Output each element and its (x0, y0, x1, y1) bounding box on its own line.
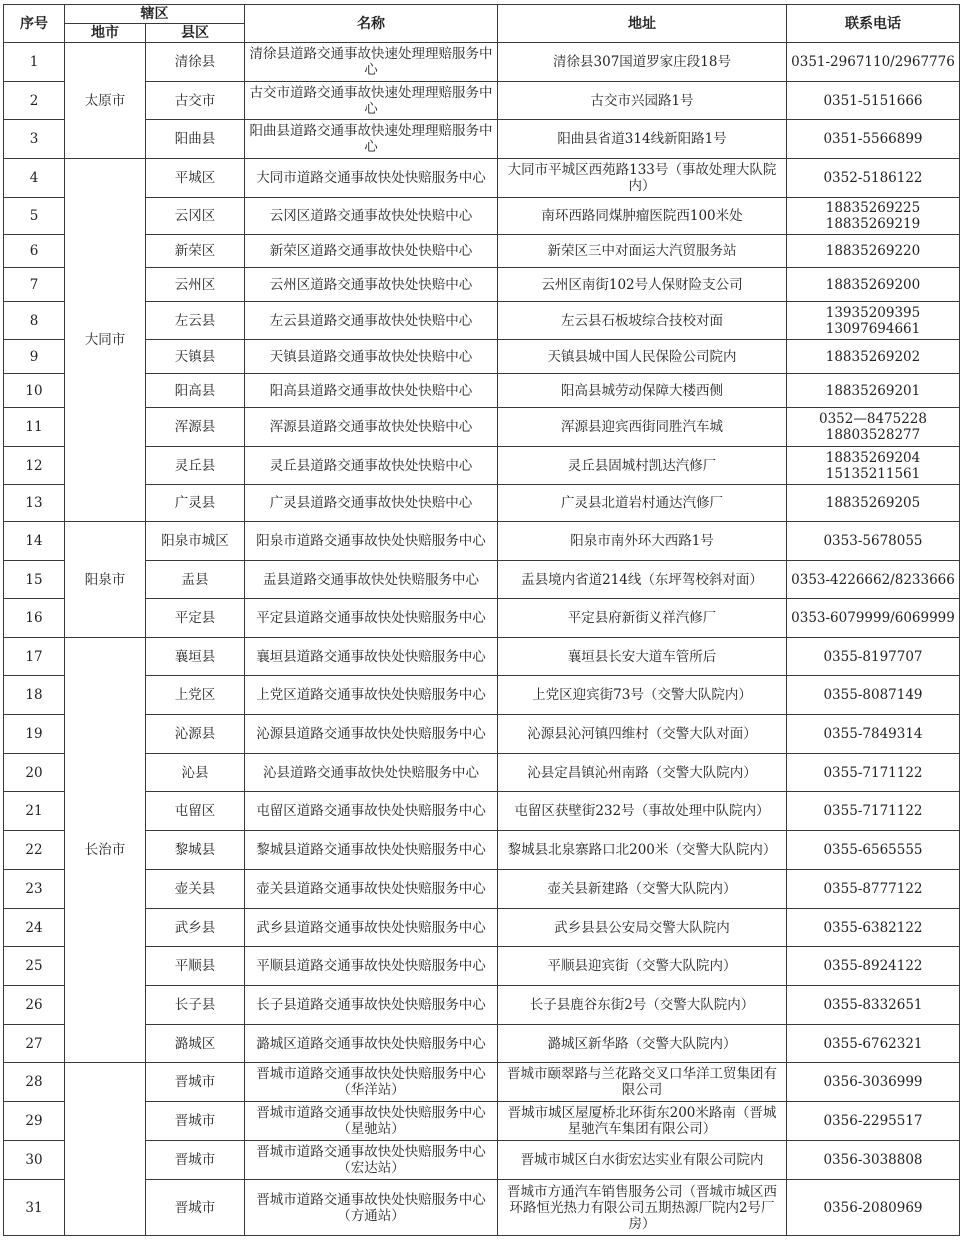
phone-cell: 0356-3038808 (787, 1141, 960, 1180)
phone-cell: 18835269202 (787, 340, 960, 374)
center-name-cell: 云冈区道路交通事故快处快赔中心 (245, 198, 498, 235)
row-number: 30 (4, 1141, 65, 1180)
phone-cell: 18835269205 (787, 485, 960, 522)
phone-cell: 0355-7171122 (787, 754, 960, 792)
phone-cell: 0355-6565555 (787, 831, 960, 870)
table-row (4, 561, 960, 599)
table-row (4, 1102, 960, 1141)
center-name-cell: 沁源县道路交通事故快处快赔服务中心 (245, 715, 498, 754)
center-name-cell: 上党区道路交通事故快处快赔服务中心 (245, 676, 498, 715)
county-cell: 天镇县 (146, 340, 245, 374)
address-cell: 阳高县城劳动保障大楼西侧 (498, 374, 787, 408)
address-cell: 南环西路同煤肿瘤医院西100米处 (498, 198, 787, 235)
table-row (4, 870, 960, 909)
row-number: 26 (4, 986, 65, 1025)
table-row (4, 947, 960, 986)
address-cell: 盂县境内省道214线（东坪驾校斜对面） (498, 561, 787, 599)
center-name-cell: 平定县道路交通事故快处快赔服务中心 (245, 599, 498, 638)
center-name-cell: 平顺县道路交通事故快处快赔服务中心 (245, 947, 498, 986)
address-cell: 黎城县北泉寨路口北200米（交警大队院内） (498, 831, 787, 870)
county-cell: 古交市 (146, 82, 245, 120)
table-row (4, 374, 960, 408)
center-name-cell: 晋城市道路交通事故快处快赔服务中心（星驰站） (245, 1102, 498, 1141)
table-row (4, 638, 960, 676)
phone-cell: 0355-8197707 (787, 638, 960, 676)
county-cell: 云州区 (146, 268, 245, 302)
address-cell: 武乡县县公安局交警大队院内 (498, 909, 787, 947)
row-number: 8 (4, 302, 65, 340)
table-row (4, 831, 960, 870)
address-cell: 上党区迎宾街73号（交警大队院内） (498, 676, 787, 715)
phone-cell: 0355-6382122 (787, 909, 960, 947)
phone-cell: 0356-2080969 (787, 1180, 960, 1236)
county-cell: 平顺县 (146, 947, 245, 986)
center-name-cell: 晋城市道路交通事故快处快赔服务中心（宏达站） (245, 1141, 498, 1180)
header-jurisdiction: 辖区 (65, 5, 245, 24)
center-name-cell: 武乡县道路交通事故快处快赔服务中心 (245, 909, 498, 947)
county-cell: 阳曲县 (146, 120, 245, 159)
address-cell: 屯留区获壁街232号（事故处理中队院内） (498, 792, 787, 831)
table-row (4, 676, 960, 715)
phone-cell: 18835269220 (787, 235, 960, 268)
county-cell: 盂县 (146, 561, 245, 599)
address-cell: 广灵县北道岩村通达汽修厂 (498, 485, 787, 522)
phone-cell: 0355-7849314 (787, 715, 960, 754)
county-cell: 平定县 (146, 599, 245, 638)
phone-cell: 0353-4226662/8233666 (787, 561, 960, 599)
row-number: 14 (4, 522, 65, 561)
phone-cell: 0356-2295517 (787, 1102, 960, 1141)
row-number: 9 (4, 340, 65, 374)
county-cell: 新荣区 (146, 235, 245, 268)
center-name-cell: 广灵县道路交通事故快处快赔中心 (245, 485, 498, 522)
center-name-cell: 浑源县道路交通事故快处快赔中心 (245, 408, 498, 447)
city-cell: 太原市 (65, 43, 146, 159)
center-name-cell: 晋城市道路交通事故快处快赔服务中心（华洋站） (245, 1063, 498, 1102)
center-name-cell: 沁县道路交通事故快处快赔服务中心 (245, 754, 498, 792)
address-cell: 晋城市颐翠路与兰花路交叉口华洋工贸集团有限公司 (498, 1063, 787, 1102)
address-cell: 平顺县迎宾街（交警大队院内） (498, 947, 787, 986)
county-cell: 晋城市 (146, 1063, 245, 1102)
row-number: 17 (4, 638, 65, 676)
address-cell: 古交市兴园路1号 (498, 82, 787, 120)
table-row (4, 82, 960, 120)
table-row (4, 485, 960, 522)
county-cell: 晋城市 (146, 1102, 245, 1141)
table-row (4, 715, 960, 754)
center-name-cell: 盂县道路交通事故快处快赔服务中心 (245, 561, 498, 599)
phone-cell: 0352—8475228 18803528277 (787, 408, 960, 447)
county-cell: 武乡县 (146, 909, 245, 947)
row-number: 2 (4, 82, 65, 120)
center-name-cell: 清徐县道路交通事故快速处理理赔服务中心 (245, 43, 498, 82)
row-number: 3 (4, 120, 65, 159)
center-name-cell: 灵丘县道路交通事故快处快赔中心 (245, 447, 498, 485)
county-cell: 屯留区 (146, 792, 245, 831)
row-number: 22 (4, 831, 65, 870)
table-row (4, 447, 960, 485)
center-name-cell: 古交市道路交通事故快速处理理赔服务中心 (245, 82, 498, 120)
address-cell: 潞城区新华路（交警大队院内） (498, 1025, 787, 1063)
address-cell: 左云县石板坡综合技校对面 (498, 302, 787, 340)
center-name-cell: 晋城市道路交通事故快处快赔服务中心（方通站） (245, 1180, 498, 1236)
phone-cell: 0351-2967110/2967776 (787, 43, 960, 82)
phone-cell: 0355-7171122 (787, 792, 960, 831)
address-cell: 晋城市城区屋厦桥北环街东200米路南（晋城星驰汽车集团有限公司） (498, 1102, 787, 1141)
center-name-cell: 左云县道路交通事故快处快赔中心 (245, 302, 498, 340)
row-number: 5 (4, 198, 65, 235)
county-cell: 清徐县 (146, 43, 245, 82)
address-cell: 云州区南街102号人保财险支公司 (498, 268, 787, 302)
center-name-cell: 长子县道路交通事故快处快赔服务中心 (245, 986, 498, 1025)
address-cell: 晋城市城区白水街宏达实业有限公司院内 (498, 1141, 787, 1180)
county-cell: 广灵县 (146, 485, 245, 522)
table-row (4, 1180, 960, 1236)
center-name-cell: 襄垣县道路交通事故快处快赔服务中心 (245, 638, 498, 676)
address-cell: 沁县定昌镇沁州南路（交警大队院内） (498, 754, 787, 792)
row-number: 12 (4, 447, 65, 485)
center-name-cell: 新荣区道路交通事故快处快赔中心 (245, 235, 498, 268)
address-cell: 平定县府新街义祥汽修厂 (498, 599, 787, 638)
county-cell: 晋城市 (146, 1180, 245, 1236)
center-name-cell: 壶关县道路交通事故快处快赔服务中心 (245, 870, 498, 909)
address-cell: 襄垣县长安大道车管所后 (498, 638, 787, 676)
county-cell: 阳泉市城区 (146, 522, 245, 561)
row-number: 23 (4, 870, 65, 909)
address-cell: 壶关县新建路（交警大队院内） (498, 870, 787, 909)
row-number: 24 (4, 909, 65, 947)
county-cell: 沁源县 (146, 715, 245, 754)
row-number: 1 (4, 43, 65, 82)
row-number: 11 (4, 408, 65, 447)
address-cell: 长子县鹿谷东街2号（交警大队院内） (498, 986, 787, 1025)
header-phone: 联系电话 (787, 5, 960, 43)
address-cell: 灵丘县固城村凯达汽修厂 (498, 447, 787, 485)
row-number: 31 (4, 1180, 65, 1236)
phone-cell: 18835269200 (787, 268, 960, 302)
row-number: 27 (4, 1025, 65, 1063)
phone-cell: 0351-5151666 (787, 82, 960, 120)
center-name-cell: 阳高县道路交通事故快处快赔中心 (245, 374, 498, 408)
county-cell: 壶关县 (146, 870, 245, 909)
address-cell: 晋城市方通汽车销售服务公司（晋城市城区西环路恒光热力有限公司五期热源厂院内2号厂房） (498, 1180, 787, 1236)
county-cell: 沁县 (146, 754, 245, 792)
table-row (4, 792, 960, 831)
county-cell: 晋城市 (146, 1141, 245, 1180)
table-row (4, 522, 960, 561)
table-row (4, 754, 960, 792)
phone-cell: 18835269204 15135211561 (787, 447, 960, 485)
county-cell: 黎城县 (146, 831, 245, 870)
address-cell: 浑源县迎宾西街同胜汽车城 (498, 408, 787, 447)
row-number: 19 (4, 715, 65, 754)
service-center-table (3, 4, 960, 1236)
row-number: 29 (4, 1102, 65, 1141)
row-number: 4 (4, 159, 65, 198)
table-row (4, 909, 960, 947)
row-number: 21 (4, 792, 65, 831)
table-row (4, 1141, 960, 1180)
table-row (4, 1063, 960, 1102)
header-address: 地址 (498, 5, 787, 43)
phone-cell: 0353-6079999/6069999 (787, 599, 960, 638)
table-row (4, 986, 960, 1025)
header-name: 名称 (245, 5, 498, 43)
phone-cell: 0355-8777122 (787, 870, 960, 909)
row-number: 16 (4, 599, 65, 638)
phone-cell: 0353-5678055 (787, 522, 960, 561)
county-cell: 襄垣县 (146, 638, 245, 676)
row-number: 28 (4, 1063, 65, 1102)
county-cell: 上党区 (146, 676, 245, 715)
city-cell: 长治市 (65, 638, 146, 1063)
address-cell: 沁源县沁河镇四维村（交警大队对面） (498, 715, 787, 754)
address-cell: 清徐县307国道罗家庄段18号 (498, 43, 787, 82)
row-number: 25 (4, 947, 65, 986)
table-row (4, 198, 960, 235)
phone-cell: 18835269201 (787, 374, 960, 408)
center-name-cell: 大同市道路交通事故快处快赔服务中心 (245, 159, 498, 198)
phone-cell: 0355-8332651 (787, 986, 960, 1025)
center-name-cell: 潞城区道路交通事故快处快赔服务中心 (245, 1025, 498, 1063)
row-number: 13 (4, 485, 65, 522)
city-cell (65, 1063, 146, 1236)
table-row (4, 1025, 960, 1063)
table-row (4, 235, 960, 268)
row-number: 7 (4, 268, 65, 302)
county-cell: 左云县 (146, 302, 245, 340)
table-row (4, 159, 960, 198)
address-cell: 天镇县城中国人民保险公司院内 (498, 340, 787, 374)
phone-cell: 0351-5566899 (787, 120, 960, 159)
county-cell: 浑源县 (146, 408, 245, 447)
center-name-cell: 阳泉市道路交通事故快处快赔服务中心 (245, 522, 498, 561)
city-cell: 阳泉市 (65, 522, 146, 638)
center-name-cell: 阳曲县道路交通事故快速处理理赔服务中心 (245, 120, 498, 159)
table-row (4, 302, 960, 340)
center-name-cell: 天镇县道路交通事故快处快赔中心 (245, 340, 498, 374)
table-row (4, 340, 960, 374)
address-cell: 阳泉市南外环大西路1号 (498, 522, 787, 561)
county-cell: 灵丘县 (146, 447, 245, 485)
center-name-cell: 黎城县道路交通事故快处快赔服务中心 (245, 831, 498, 870)
county-cell: 平城区 (146, 159, 245, 198)
phone-cell: 0356-3036999 (787, 1063, 960, 1102)
row-number: 15 (4, 561, 65, 599)
phone-cell: 0355-6762321 (787, 1025, 960, 1063)
phone-cell: 18835269225 18835269219 (787, 198, 960, 235)
table-row (4, 43, 960, 82)
table-body (4, 43, 960, 1236)
center-name-cell: 屯留区道路交通事故快处快赔服务中心 (245, 792, 498, 831)
row-number: 20 (4, 754, 65, 792)
header-seq: 序号 (4, 5, 65, 43)
table-row (4, 408, 960, 447)
county-cell: 阳高县 (146, 374, 245, 408)
table-row (4, 599, 960, 638)
table-row (4, 120, 960, 159)
row-number: 18 (4, 676, 65, 715)
county-cell: 长子县 (146, 986, 245, 1025)
address-cell: 阳曲县省道314线新阳路1号 (498, 120, 787, 159)
address-cell: 新荣区三中对面运大汽贸服务站 (498, 235, 787, 268)
table-row (4, 268, 960, 302)
phone-cell: 13935209395 13097694661 (787, 302, 960, 340)
phone-cell: 0352-5186122 (787, 159, 960, 198)
center-name-cell: 云州区道路交通事故快处快赔中心 (245, 268, 498, 302)
city-cell: 大同市 (65, 159, 146, 522)
county-cell: 云冈区 (146, 198, 245, 235)
table-header (4, 5, 960, 43)
row-number: 10 (4, 374, 65, 408)
phone-cell: 0355-8924122 (787, 947, 960, 986)
county-cell: 潞城区 (146, 1025, 245, 1063)
phone-cell: 0355-8087149 (787, 676, 960, 715)
header-city: 地市 (65, 24, 146, 43)
row-number: 6 (4, 235, 65, 268)
header-county: 县区 (146, 24, 245, 43)
address-cell: 大同市平城区西苑路133号（事故处理大队院内） (498, 159, 787, 198)
